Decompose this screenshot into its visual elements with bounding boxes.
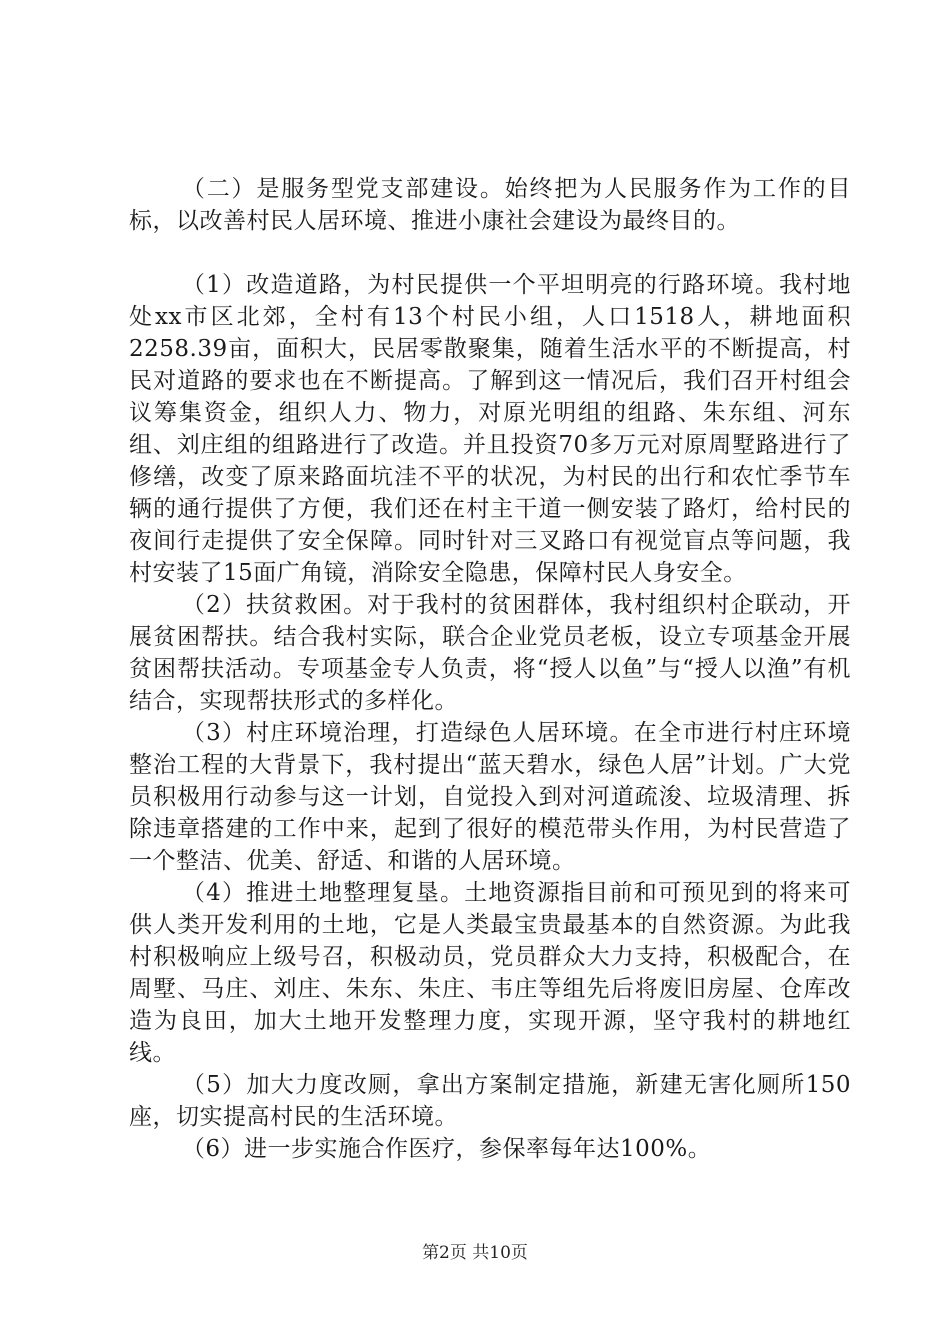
paragraph-toilet-renovation: （5）加大力度改厕，拿出方案制定措施，新建无害化厕所150座，切实提高村民的生活环境。 — [129, 1072, 851, 1130]
document-body — [129, 173, 851, 1165]
paragraph-road-improvement: （1）改造道路，为村民提供一个平坦明亮的行路环境。我村地处xx市区北郊，全村有13个村民小组，人口1518人，耕地面积2258.39亩，面积大，民居零散聚集，随着生活水平的不断提高，村民对道路的要求也在不断提高。了解到这一情况后，我们召开村组会议筹集资金，组织人力、物力，对原光明组的组路、朱东组、河东组、刘庄组的组路进行了改造。并且投资70多万元对原周墅路进行了修缮，改变了原来路面坑洼不平的状况，为村民的出行和农忙季节车辆的通行提供了方便，我们还在村主干道一侧安装了路灯，给村民的夜间行走提供了安全保障。同时针对三叉路口有视觉盲点等问题，我村安装了15面广角镜，消除安全隐患，保障村民人身安全。 — [129, 272, 851, 586]
paragraph-environment: （3）村庄环境治理，打造绿色人居环境。在全市进行村庄环境整治工程的大背景下，我村提出“蓝天碧水，绿色人居”计划。广大党员积极用行动参与这一计划，自觉投入到对河道疏浚、垃圾清理、拆除违章搭建的工作中来，起到了很好的模范带头作用，为村民营造了一个整洁、优美、舒适、和谐的人居环境。 — [129, 720, 851, 874]
page-number-footer: 第2页 共10页 — [422, 1243, 528, 1263]
paragraph-land-reclamation: （4）推进土地整理复垦。土地资源指目前和可预见到的将来可供人类开发利用的土地，它是人类最宝贵最基本的自然资源。为此我村积极响应上级号召，积极动员，党员群众大力支持，积极配合，在周墅、马庄、刘庄、朱东、朱庄、韦庄等组先后将废旧房屋、仓库改造为良田，加大土地开发整理力度，实现开源，坚守我村的耕地红线。 — [129, 880, 851, 1066]
paragraph-poverty-relief: （2）扶贫救困。对于我村的贫困群体，我村组织村企联动，开展贫困帮扶。结合我村实际，联合企业党员老板，设立专项基金开展贫困帮扶活动。专项基金专人负责，将“授人以鱼”与“授人以渔”有机结合，实现帮扶形式的多样化。 — [129, 592, 851, 714]
paragraph-medical-insurance: （6）进一步实施合作医疗，参保率每年达100%。 — [181, 1136, 712, 1162]
section-heading-paragraph: （二）是服务型党支部建设。始终把为人民服务作为工作的目标，以改善村民人居环境、推进小康社会建设为最终目的。 — [129, 176, 851, 234]
